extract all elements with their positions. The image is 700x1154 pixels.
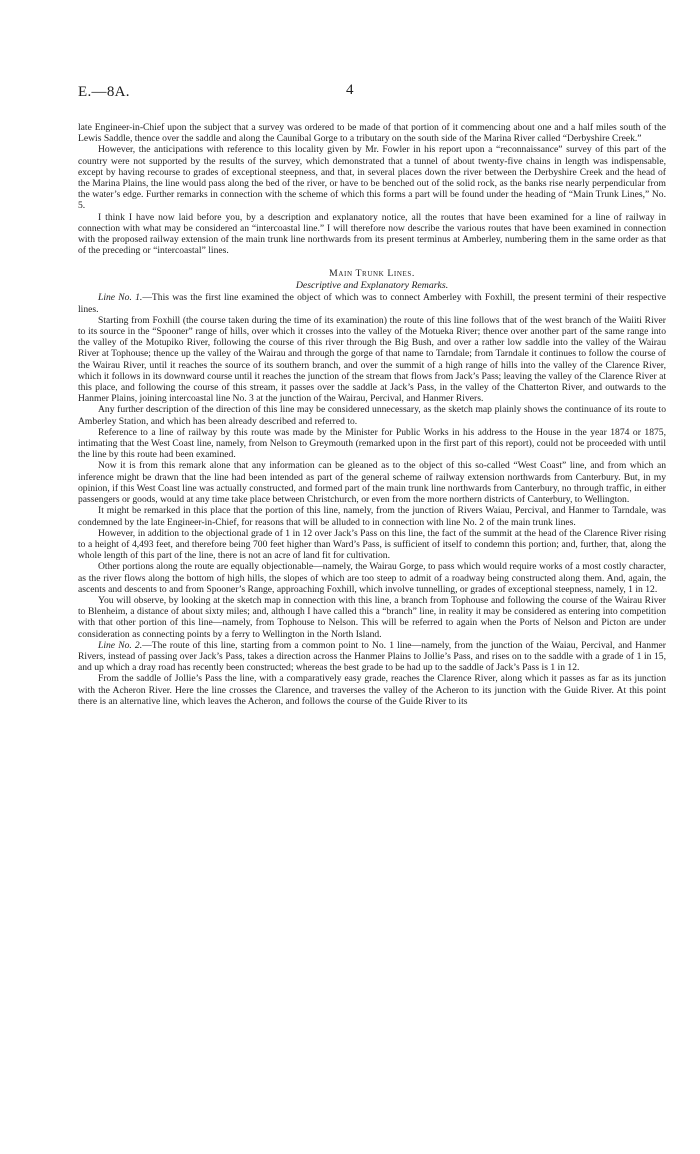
paragraph-line-2 — [78, 640, 666, 674]
line-2-text: —The route of this line, starting from a common point to No. 1 line—namely, from the junction of the Waiau, Percival, and Hanmer Rivers, instead of passing over Jack’s Pass, takes a direction across the Hanmer Plains to Jollie’s Pass, and rises on to the saddle with a grade of 1 in 15, and up which a dray road has recently been constructed; whereas the best grade to be had up to the saddle of Jack’s Pass is 1 in 12. — [78, 639, 666, 674]
page-number: 4 — [346, 82, 354, 98]
paragraph: However, the anticipations with reference to this locality given by Mr. Fowler in his report upon a “reconnaissance” survey of this part of the country were not supported by the results of the survey, which demonstrated that a tunnel of about twenty-five chains in length was indispensable, except by having recourse to grades of exceptional steepness, and that, in several places down the river between the Derbyshire Creek and the head of the Marina Plains, the line would pass along the bed of the river, or have to be benched out of the solid rock, as the banks rise nearly perpendicular from the water’s edge. Further remarks in connection with the scheme of which this forms a part will be found under the heading of “Main Trunk Lines,” No. 5. — [78, 144, 666, 212]
paragraph: From the saddle of Jollie’s Pass the line, with a comparatively easy grade, reaches the Clarence River, along which it passes as far as its junction with the Acheron River. Here the line crosses the Clarence, and traverses the valley of the Acheron to its junction with the Guide River. At this point there is an alternative line, which leaves the Acheron, and follows the course of the Guide River to its — [78, 673, 666, 707]
section-subtitle: Descriptive and Explanatory Remarks. — [295, 280, 449, 292]
line-1-heading: Line No. 1. — [98, 292, 143, 304]
document-code: E.—8A. — [78, 84, 130, 100]
line-2-heading: Line No. 2. — [98, 639, 143, 651]
paragraph: late Engineer-in-Chief upon the subject that a survey was ordered to be made of that portion of it commencing about one and a half miles south of the Lewis Saddle, thence over the saddle and along the Caunibal Gorge to a tributary on the south side of the Marina River called “Derbyshire Creek.” — [78, 122, 666, 145]
paragraph: Any further description of the direction of this line may be considered unnecessary, as the sketch map plainly shows the continuance of its route to Amberley Station, and which has been already described and referred to. — [78, 404, 666, 427]
paragraph: I think I have now laid before you, by a description and explanatory notice, all the routes that have been examined for a line of railway in connection with what may be considered an “intercoastal line.” I will therefore now describe the various routes that have been examined in connection with the proposed railway extension of the main trunk line northwards from its present terminus at Amberley, numbering them in the same order as that of the preceding or “intercoastal” lines. — [78, 211, 666, 257]
document-page — [78, 84, 666, 707]
section-title: Main Trunk Lines. — [329, 268, 415, 280]
paragraph: Now it is from this remark alone that any information can be gleaned as to the object of this so-called “West Coast” line, and from which an inference might be drawn that the line had been intended as part of the general scheme of railway extension northwards from Canterbury. But, in my opinion, if this West Coast line was actually constructed, and formed part of the main trunk line northwards from Canterbury, no through traffic, in either passengers or goods, would at any time take place between Christchurch, or even from the more northern districts of Canterbury, to Wellington. — [78, 460, 666, 506]
page-header — [78, 84, 666, 110]
paragraph: You will observe, by looking at the sketch map in connection with this line, a branch from Tophouse and following the course of the Wairau River to Blenheim, a distance of about sixty miles; and, although I have called this a “branch” line, in reality it may be considered as entering into competition with that other portion of this line—namely, from Tophouse to Nelson. This will be referred to again when the Ports of Nelson and Picton are under consideration as connecting points by a ferry to Wellington in the North Island. — [78, 594, 666, 640]
paragraph: It might be remarked in this place that the portion of this line, namely, from the junction of Rivers Waiau, Percival, and Hanmer to Tarndale, was condemned by the late Engineer-in-Chief, for reasons that will be alluded to in connection with line No. 2 of the main trunk lines. — [78, 505, 666, 528]
paragraph: Other portions along the route are equally objectionable—namely, the Wairau Gorge, to pass which would require works of a most costly character, as the river flows along the bottom of high hills, the slopes of which are too steep to admit of a roadway being constructed along them. And, again, the ascents and descents to and from Spooner’s Range, approaching Foxhill, which involve tunnelling, or grades of exceptional steepness, namely, 1 in 12. — [78, 561, 666, 595]
paragraph: Reference to a line of railway by this route was made by the Minister for Public Works in his address to the House in the year 1874 or 1875, intimating that the West Coast line, namely, from Nelson to Greymouth (remarked upon in the first part of this report), could not be proceeded with until the line by this route had been examined. — [78, 426, 666, 461]
paragraph: Starting from Foxhill (the course taken during the time of its examination) the route of this line follows that of the west branch of the Waiiti River to its source in the “Spooner” range of hills, over which it crosses into the valley of the Motueka River; thence over another part of the same range into the valley of the Motupiko River, following the course of this river through the Big Bush, and over a rather low saddle into the valley of the Wairau River at Tophouse; thence up the valley of the Wairau and through the gorge of that name to Tarndale; from Tarndale it continues to follow the course of the Wairau River, until it reaches the source of its southern branch, and over the summit of a high range of hills into the valley of the Clarence River, which it follows in its downward course until it reaches the junction of the stream that flows from Jack’s Pass; leaving the valley of the Clarence River at this place, and following the course of this stream, it passes over the saddle at Jack’s Pass, in the valley of the Chatterton River, and outwards to the Hanmer Plains, joining intercoastal line No. 3 at the junction of the Wairau, Percival, and Hanmer Rivers. — [78, 314, 666, 405]
paragraph-line-1 — [78, 292, 666, 314]
line-1-text: —This was the first line examined the object of which was to connect Amberley with Foxhill, the present termini of their respective lines. — [78, 292, 666, 315]
paragraph: However, in addition to the objectional grade of 1 in 12 over Jack’s Pass on this line, the fact of the summit at the head of the Clarence River rising to a height of 4,493 feet, and therefore being 700 feet higher than Ward’s Pass, is sufficient of itself to condemn this portion; and, further, that, along the whole length of this part of the line, there is not an acre of land fit for cultivation. — [78, 527, 666, 562]
